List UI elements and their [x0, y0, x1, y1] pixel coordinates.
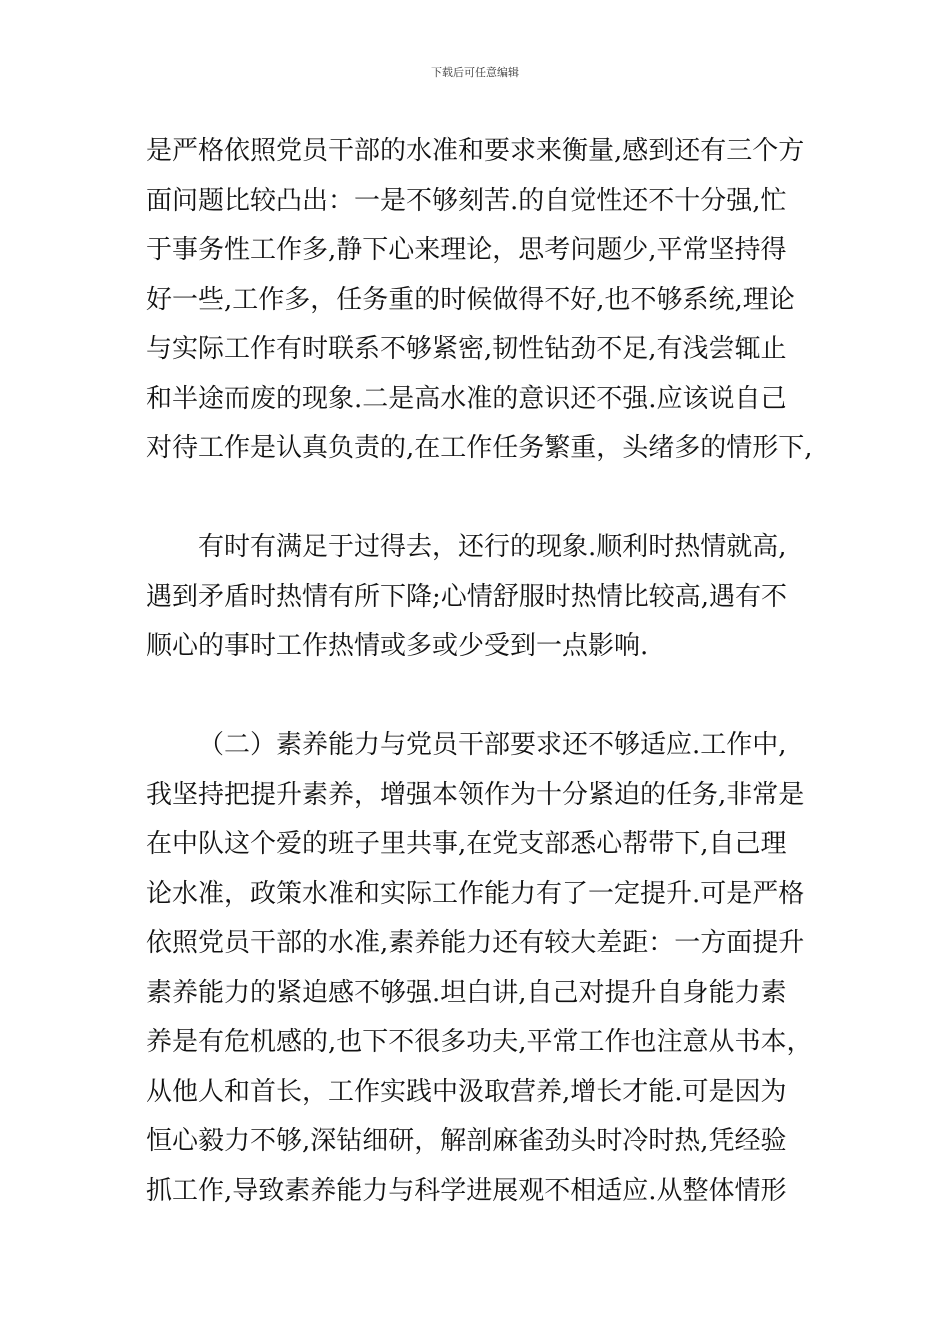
text-line: 遇到矛盾时热情有所下降;心情舒服时热情比较高,遇有不 — [146, 582, 788, 612]
page-header: 下载后可任意编辑 — [431, 66, 519, 79]
text-line: 恒心毅力不够,深钻细研，解剖麻雀劲头时冷时热,凭经验 — [146, 1126, 787, 1156]
text-line: 从他人和首长，工作实践中汲取营养,增长才能.可是因为 — [146, 1077, 787, 1107]
text-line: 和半途而废的现象.二是高水准的意识还不强.应该说自己 — [146, 384, 787, 414]
text-line: 依照党员干部的水准,素养能力还有较大差距：一方面提升 — [146, 928, 805, 958]
text-line: 论水准，政策水准和实际工作能力有了一定提升.可是严格 — [146, 879, 805, 909]
text-line: 在中队这个爱的班子里共事,在党支部悉心帮带下,自己理 — [146, 829, 787, 859]
text-line: 抓工作,导致素养能力与科学进展观不相适应.从整体情形 — [146, 1176, 787, 1206]
text-line: 养是有危机感的,也下不很多功夫,平常工作也注意从书本， — [146, 1027, 813, 1057]
text-line: 有时有满足于过得去，还行的现象.顺利时热情就高, — [198, 532, 787, 562]
text-line: 对待工作是认真负责的,在工作任务繁重，头绪多的情形下, — [146, 433, 813, 463]
text-line: 于事务性工作多,静下心来理论，思考问题少,平常坚持得 — [146, 235, 787, 265]
text-line: （二）素养能力与党员干部要求还不够适应.工作中, — [198, 730, 787, 760]
text-line: 面问题比较凸出：一是不够刻苦.的自觉性还不十分强,忙 — [146, 186, 787, 216]
text-line: 我坚持把提升素养，增强本领作为十分紧迫的任务,非常是 — [146, 780, 805, 810]
text-line: 是严格依照党员干部的水准和要求来衡量,感到还有三个方 — [146, 136, 805, 166]
text-line: 顺心的事时工作热情或多或少受到一点影响. — [146, 631, 649, 661]
text-line: 素养能力的紧迫感不够强.坦白讲,自己对提升自身能力素 — [146, 978, 787, 1008]
text-line: 与实际工作有时联系不够紧密,韧性钻劲不足,有浅尝辄止 — [146, 334, 787, 364]
text-line: 好一些,工作多，任务重的时候做得不好,也不够系统,理论 — [146, 285, 795, 315]
